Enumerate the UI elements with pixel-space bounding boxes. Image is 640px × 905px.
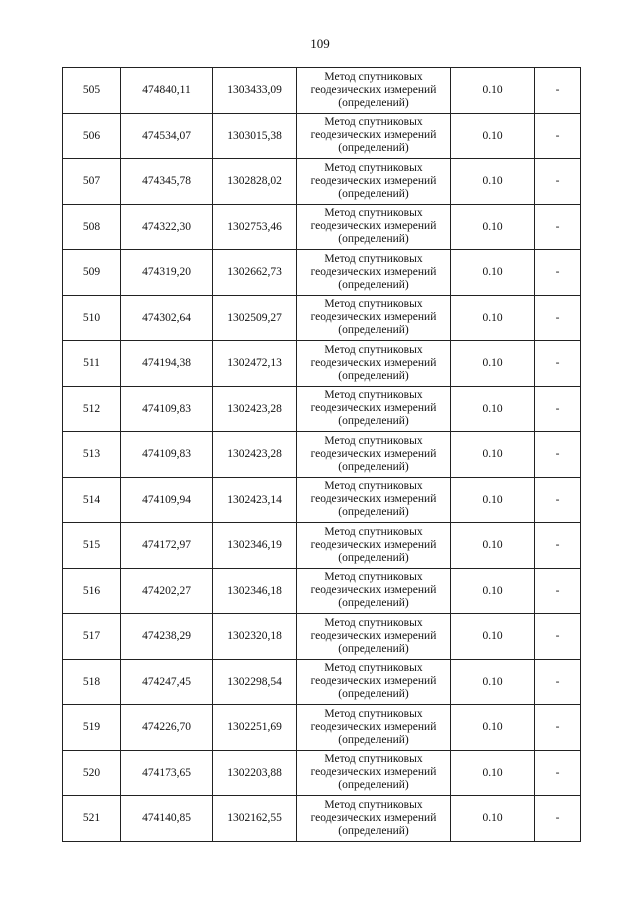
method-line: Метод спутниковых xyxy=(324,343,423,356)
x-coordinate-cell: 474202,27 xyxy=(121,568,213,614)
extra-cell: - xyxy=(535,295,581,341)
accuracy-cell: 0.10 xyxy=(451,796,535,842)
method-line: геодезических измерений xyxy=(310,265,437,278)
method-cell xyxy=(297,113,451,159)
extra-cell: - xyxy=(535,477,581,523)
method-line: (определений) xyxy=(338,369,409,382)
point-number-cell: 514 xyxy=(63,477,121,523)
accuracy-cell: 0.10 xyxy=(451,568,535,614)
table-row xyxy=(63,659,581,705)
method-cell xyxy=(297,341,451,387)
y-coordinate-cell: 1302423,14 xyxy=(213,477,297,523)
method-line: Метод спутниковых xyxy=(324,707,423,720)
method-line: Метод спутниковых xyxy=(324,571,423,584)
table-row xyxy=(63,796,581,842)
method-line: Метод спутниковых xyxy=(324,434,423,447)
accuracy-cell: 0.10 xyxy=(451,204,535,250)
method-line: Метод спутниковых xyxy=(324,70,423,83)
method-line: (определений) xyxy=(338,233,409,246)
extra-cell: - xyxy=(535,341,581,387)
method-line: (определений) xyxy=(338,506,409,519)
method-line: (определений) xyxy=(338,460,409,473)
table-row xyxy=(63,477,581,523)
y-coordinate-cell: 1302472,13 xyxy=(213,341,297,387)
method-line: (определений) xyxy=(338,597,409,610)
y-coordinate-cell: 1303015,38 xyxy=(213,113,297,159)
y-coordinate-cell: 1302753,46 xyxy=(213,204,297,250)
x-coordinate-cell: 474302,64 xyxy=(121,295,213,341)
method-line: Метод спутниковых xyxy=(324,662,423,675)
method-line: Метод спутниковых xyxy=(324,525,423,538)
x-coordinate-cell: 474140,85 xyxy=(121,796,213,842)
table-row xyxy=(63,113,581,159)
method-cell xyxy=(297,432,451,478)
point-number-cell: 511 xyxy=(63,341,121,387)
table-row xyxy=(63,523,581,569)
method-line: (определений) xyxy=(338,733,409,746)
method-cell xyxy=(297,796,451,842)
method-cell xyxy=(297,68,451,114)
method-line: геодезических измерений xyxy=(310,629,437,642)
method-cell xyxy=(297,386,451,432)
extra-cell: - xyxy=(535,523,581,569)
point-number-cell: 515 xyxy=(63,523,121,569)
y-coordinate-cell: 1302298,54 xyxy=(213,659,297,705)
extra-cell: - xyxy=(535,432,581,478)
x-coordinate-cell: 474109,83 xyxy=(121,386,213,432)
method-line: геодезических измерений xyxy=(310,311,437,324)
x-coordinate-cell: 474247,45 xyxy=(121,659,213,705)
table-row xyxy=(63,295,581,341)
x-coordinate-cell: 474319,20 xyxy=(121,250,213,296)
method-line: (определений) xyxy=(338,688,409,701)
accuracy-cell: 0.10 xyxy=(451,477,535,523)
x-coordinate-cell: 474322,30 xyxy=(121,204,213,250)
method-line: геодезических измерений xyxy=(310,811,437,824)
x-coordinate-cell: 474109,94 xyxy=(121,477,213,523)
accuracy-cell: 0.10 xyxy=(451,341,535,387)
table-row xyxy=(63,614,581,660)
extra-cell: - xyxy=(535,659,581,705)
point-number-cell: 507 xyxy=(63,159,121,205)
method-line: геодезических измерений xyxy=(310,720,437,733)
y-coordinate-cell: 1302509,27 xyxy=(213,295,297,341)
method-line: (определений) xyxy=(338,551,409,564)
table-body xyxy=(63,68,581,842)
method-line: Метод спутниковых xyxy=(324,161,423,174)
coordinates-table xyxy=(62,67,581,842)
method-line: геодезических измерений xyxy=(310,584,437,597)
method-line: геодезических измерений xyxy=(310,675,437,688)
method-cell xyxy=(297,614,451,660)
extra-cell: - xyxy=(535,250,581,296)
point-number-cell: 521 xyxy=(63,796,121,842)
point-number-cell: 505 xyxy=(63,68,121,114)
method-cell xyxy=(297,204,451,250)
extra-cell: - xyxy=(535,614,581,660)
point-number-cell: 513 xyxy=(63,432,121,478)
table-row xyxy=(63,386,581,432)
x-coordinate-cell: 474173,65 xyxy=(121,750,213,796)
method-line: Метод спутниковых xyxy=(324,798,423,811)
method-cell xyxy=(297,659,451,705)
method-cell xyxy=(297,250,451,296)
method-cell xyxy=(297,159,451,205)
x-coordinate-cell: 474109,83 xyxy=(121,432,213,478)
table-row xyxy=(63,432,581,478)
y-coordinate-cell: 1303433,09 xyxy=(213,68,297,114)
y-coordinate-cell: 1302423,28 xyxy=(213,386,297,432)
point-number-cell: 518 xyxy=(63,659,121,705)
method-line: (определений) xyxy=(338,187,409,200)
method-line: (определений) xyxy=(338,642,409,655)
point-number-cell: 506 xyxy=(63,113,121,159)
method-cell xyxy=(297,477,451,523)
method-line: Метод спутниковых xyxy=(324,207,423,220)
point-number-cell: 517 xyxy=(63,614,121,660)
extra-cell: - xyxy=(535,705,581,751)
method-line: геодезических измерений xyxy=(310,356,437,369)
extra-cell: - xyxy=(535,796,581,842)
accuracy-cell: 0.10 xyxy=(451,386,535,432)
extra-cell: - xyxy=(535,386,581,432)
method-line: (определений) xyxy=(338,278,409,291)
method-line: (определений) xyxy=(338,324,409,337)
x-coordinate-cell: 474345,78 xyxy=(121,159,213,205)
y-coordinate-cell: 1302251,69 xyxy=(213,705,297,751)
x-coordinate-cell: 474238,29 xyxy=(121,614,213,660)
method-line: геодезических измерений xyxy=(310,83,437,96)
x-coordinate-cell: 474172,97 xyxy=(121,523,213,569)
point-number-cell: 516 xyxy=(63,568,121,614)
y-coordinate-cell: 1302423,28 xyxy=(213,432,297,478)
accuracy-cell: 0.10 xyxy=(451,250,535,296)
table-row xyxy=(63,204,581,250)
accuracy-cell: 0.10 xyxy=(451,659,535,705)
method-cell xyxy=(297,568,451,614)
table-row xyxy=(63,159,581,205)
y-coordinate-cell: 1302203,88 xyxy=(213,750,297,796)
accuracy-cell: 0.10 xyxy=(451,750,535,796)
accuracy-cell: 0.10 xyxy=(451,705,535,751)
accuracy-cell: 0.10 xyxy=(451,295,535,341)
accuracy-cell: 0.10 xyxy=(451,432,535,478)
method-line: геодезических измерений xyxy=(310,402,437,415)
y-coordinate-cell: 1302162,55 xyxy=(213,796,297,842)
x-coordinate-cell: 474534,07 xyxy=(121,113,213,159)
page-number: 109 xyxy=(310,36,330,51)
extra-cell: - xyxy=(535,159,581,205)
method-line: Метод спутниковых xyxy=(324,480,423,493)
method-line: Метод спутниковых xyxy=(324,116,423,129)
method-line: Метод спутниковых xyxy=(324,298,423,311)
method-line: Метод спутниковых xyxy=(324,753,423,766)
method-cell xyxy=(297,750,451,796)
method-line: геодезических измерений xyxy=(310,174,437,187)
accuracy-cell: 0.10 xyxy=(451,159,535,205)
accuracy-cell: 0.10 xyxy=(451,614,535,660)
method-line: геодезических измерений xyxy=(310,538,437,551)
y-coordinate-cell: 1302828,02 xyxy=(213,159,297,205)
method-line: (определений) xyxy=(338,779,409,792)
x-coordinate-cell: 474226,70 xyxy=(121,705,213,751)
method-cell xyxy=(297,705,451,751)
x-coordinate-cell: 474840,11 xyxy=(121,68,213,114)
y-coordinate-cell: 1302662,73 xyxy=(213,250,297,296)
method-line: Метод спутниковых xyxy=(324,616,423,629)
method-line: геодезических измерений xyxy=(310,766,437,779)
method-line: (определений) xyxy=(338,142,409,155)
table-row xyxy=(63,341,581,387)
extra-cell: - xyxy=(535,204,581,250)
extra-cell: - xyxy=(535,750,581,796)
method-line: (определений) xyxy=(338,96,409,109)
method-cell xyxy=(297,523,451,569)
point-number-cell: 520 xyxy=(63,750,121,796)
y-coordinate-cell: 1302346,18 xyxy=(213,568,297,614)
extra-cell: - xyxy=(535,113,581,159)
method-line: (определений) xyxy=(338,415,409,428)
method-line: Метод спутниковых xyxy=(324,389,423,402)
table-row xyxy=(63,568,581,614)
method-line: геодезических измерений xyxy=(310,447,437,460)
method-line: геодезических измерений xyxy=(310,493,437,506)
extra-cell: - xyxy=(535,568,581,614)
x-coordinate-cell: 474194,38 xyxy=(121,341,213,387)
table-row xyxy=(63,250,581,296)
table-row xyxy=(63,750,581,796)
method-cell xyxy=(297,295,451,341)
y-coordinate-cell: 1302320,18 xyxy=(213,614,297,660)
method-line: Метод спутниковых xyxy=(324,252,423,265)
y-coordinate-cell: 1302346,19 xyxy=(213,523,297,569)
accuracy-cell: 0.10 xyxy=(451,523,535,569)
point-number-cell: 510 xyxy=(63,295,121,341)
extra-cell: - xyxy=(535,68,581,114)
method-line: геодезических измерений xyxy=(310,220,437,233)
method-line: (определений) xyxy=(338,824,409,837)
point-number-cell: 519 xyxy=(63,705,121,751)
accuracy-cell: 0.10 xyxy=(451,113,535,159)
table-row xyxy=(63,705,581,751)
table-row xyxy=(63,68,581,114)
point-number-cell: 512 xyxy=(63,386,121,432)
accuracy-cell: 0.10 xyxy=(451,68,535,114)
point-number-cell: 508 xyxy=(63,204,121,250)
method-line: геодезических измерений xyxy=(310,129,437,142)
point-number-cell: 509 xyxy=(63,250,121,296)
